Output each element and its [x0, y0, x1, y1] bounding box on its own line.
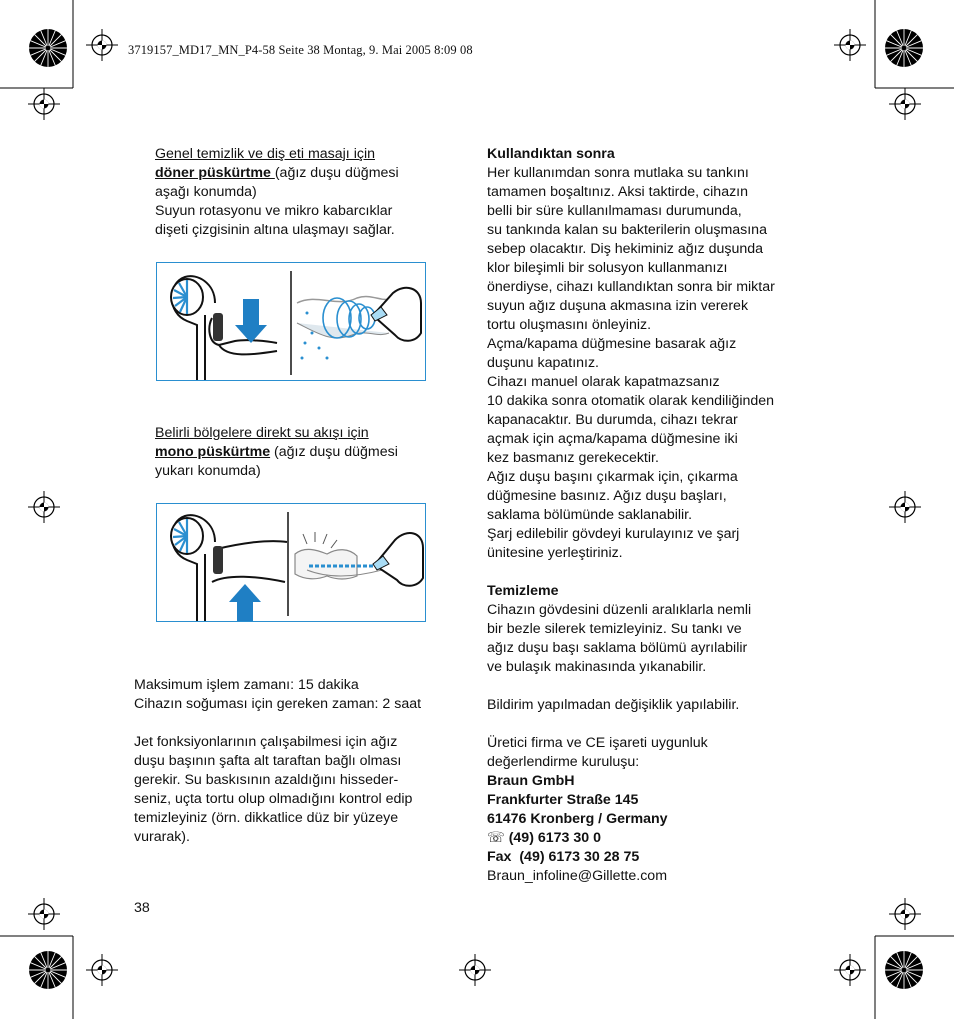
cleaning-line: ve bulaşık makinasında yıkanabilir. — [487, 659, 707, 675]
company-email: Braun_infoline@Gillette.com — [487, 868, 668, 884]
jet-note-line: temizleyiniz (örn. dikkatlice düz bir yüzeye — [134, 810, 399, 826]
company-phone: (49) 6173 30 0 — [504, 830, 601, 846]
after-use-line: Açma/kapama düğmesine basarak ağız — [487, 336, 737, 352]
after-use-heading: Kullandıktan sonra — [487, 146, 615, 162]
rotary-line5: dişeti çizgisinin altına ulaşmayı sağlar. — [155, 222, 395, 238]
after-use-line: kapanacaktır. Bu durumda, cihazı tekrar — [487, 412, 738, 428]
rotary-mode-name: döner püskürtme — [155, 165, 275, 181]
jet-note-line: Jet fonksiyonlarının çalışabilmesi için ağız — [134, 734, 398, 750]
arrow-up-icon — [229, 584, 261, 621]
change-notice: Bildirim yapılmadan değişiklik yapılabilir. — [487, 697, 740, 713]
jet-note-line: vurarak). — [134, 829, 190, 845]
manufacturer-intro-2: değerlendirme kuruluşu: — [487, 754, 640, 770]
page-number: 38 — [134, 900, 150, 916]
after-use-line: sebep olacaktır. Diş hekiminiz ağız duşunda — [487, 241, 764, 257]
rotary-mode-text — [155, 145, 399, 240]
mono-illustration — [156, 503, 426, 622]
cleaning-heading: Temizleme — [487, 583, 559, 599]
rotary-line4: Suyun rotasyonu ve mikro kabarcıklar — [155, 203, 393, 219]
after-use-line: Şarj edilebilir gövdeyi kurulayınız ve şarj — [487, 526, 740, 542]
after-use-line: kez basmanız gerekecektir. — [487, 450, 659, 466]
cooling-time: Cihazın soğuması için gereken zaman: 2 saat — [134, 696, 422, 712]
after-use-line: açmak için açma/kapama düğmesine iki — [487, 431, 738, 447]
jet-note-line: gerekir. Su baskısının azaldığını hisseder- — [134, 772, 399, 788]
mono-mode-text — [155, 424, 398, 481]
max-operation-time: Maksimum işlem zamanı: 15 dakika — [134, 677, 359, 693]
after-use-line: klor bileşimli bir solusyon kullanmanızı — [487, 260, 728, 276]
after-use-line: tortu oluşmasını önleyiniz. — [487, 317, 652, 333]
phone-icon: ☏ — [487, 830, 505, 846]
after-use-line: Her kullanımdan sonra mutlaka su tankını — [487, 165, 749, 181]
mono-line2: (ağız duşu düğmesi — [270, 444, 398, 460]
after-use-line: 10 dakika sonra otomatik olarak kendiliğinden — [487, 393, 775, 409]
cleaning-line: Cihazın gövdesini düzenli aralıklarla nemli — [487, 602, 752, 618]
company-city: 61476 Kronberg / Germany — [487, 811, 668, 827]
after-use-line: tamamen boşaltınız. Aksi taktirde, cihazın — [487, 184, 749, 200]
right-column — [487, 145, 775, 886]
print-slug: 3719157_MD17_MN_P4-58 Seite 38 Montag, 9. Mai 2005 8:09 08 — [128, 43, 473, 57]
after-use-line: duşunu kapatınız. — [487, 355, 600, 371]
company-fax: (49) 6173 30 28 75 — [511, 849, 640, 865]
mono-line1: Belirli bölgelere direkt su akışı için — [155, 425, 369, 441]
company-street: Frankfurter Straße 145 — [487, 792, 639, 808]
after-use-line: su tankında kalan su bakterilerin oluşmasına — [487, 222, 767, 238]
rotary-line1: Genel temizlik ve diş eti masajı için — [155, 146, 375, 162]
after-use-line: düğmesine basınız. Ağız duşu başları, — [487, 488, 727, 504]
mono-mode-name: mono püskürtme — [155, 444, 271, 460]
operation-limits — [134, 676, 421, 847]
after-use-line: belli bir süre kullanılmaması durumunda, — [487, 203, 742, 219]
after-use-line: ünitesine yerleştiriniz. — [487, 545, 623, 561]
after-use-line: Cihazı manuel olarak kapatmazsanız — [487, 374, 720, 390]
rotary-line2: (ağız duşu düğmesi — [274, 165, 399, 181]
rotary-illustration — [156, 262, 426, 381]
manufacturer-intro-1: Üretici firma ve CE işareti uygunluk — [487, 735, 708, 751]
fax-label: Fax — [487, 849, 512, 865]
jet-note-line: duşu başının şafta alt taraftan bağlı olması — [134, 753, 402, 769]
mono-line3: yukarı konumda) — [155, 463, 261, 479]
company-name: Braun GmbH — [487, 773, 575, 789]
jet-note-line: seniz, uçta tortu olup olmadığını kontrol edip — [134, 791, 413, 807]
after-use-line: Ağız duşu başını çıkarmak için, çıkarma — [487, 469, 738, 485]
arrow-down-icon — [235, 299, 267, 343]
after-use-line: önerdiyse, cihazı kullandıktan sonra bir miktar — [487, 279, 775, 295]
cleaning-line: ağız duşu başı saklama bölümü ayrılabilir — [487, 640, 748, 656]
after-use-line: suyun ağız duşuna akmasına izin vererek — [487, 298, 749, 314]
cleaning-line: bir bezle silerek temizleyiniz. Su tankı ve — [487, 621, 742, 637]
rotary-line3: aşağı konumda) — [155, 184, 257, 200]
after-use-line: saklama bölümünde saklanabilir. — [487, 507, 693, 523]
